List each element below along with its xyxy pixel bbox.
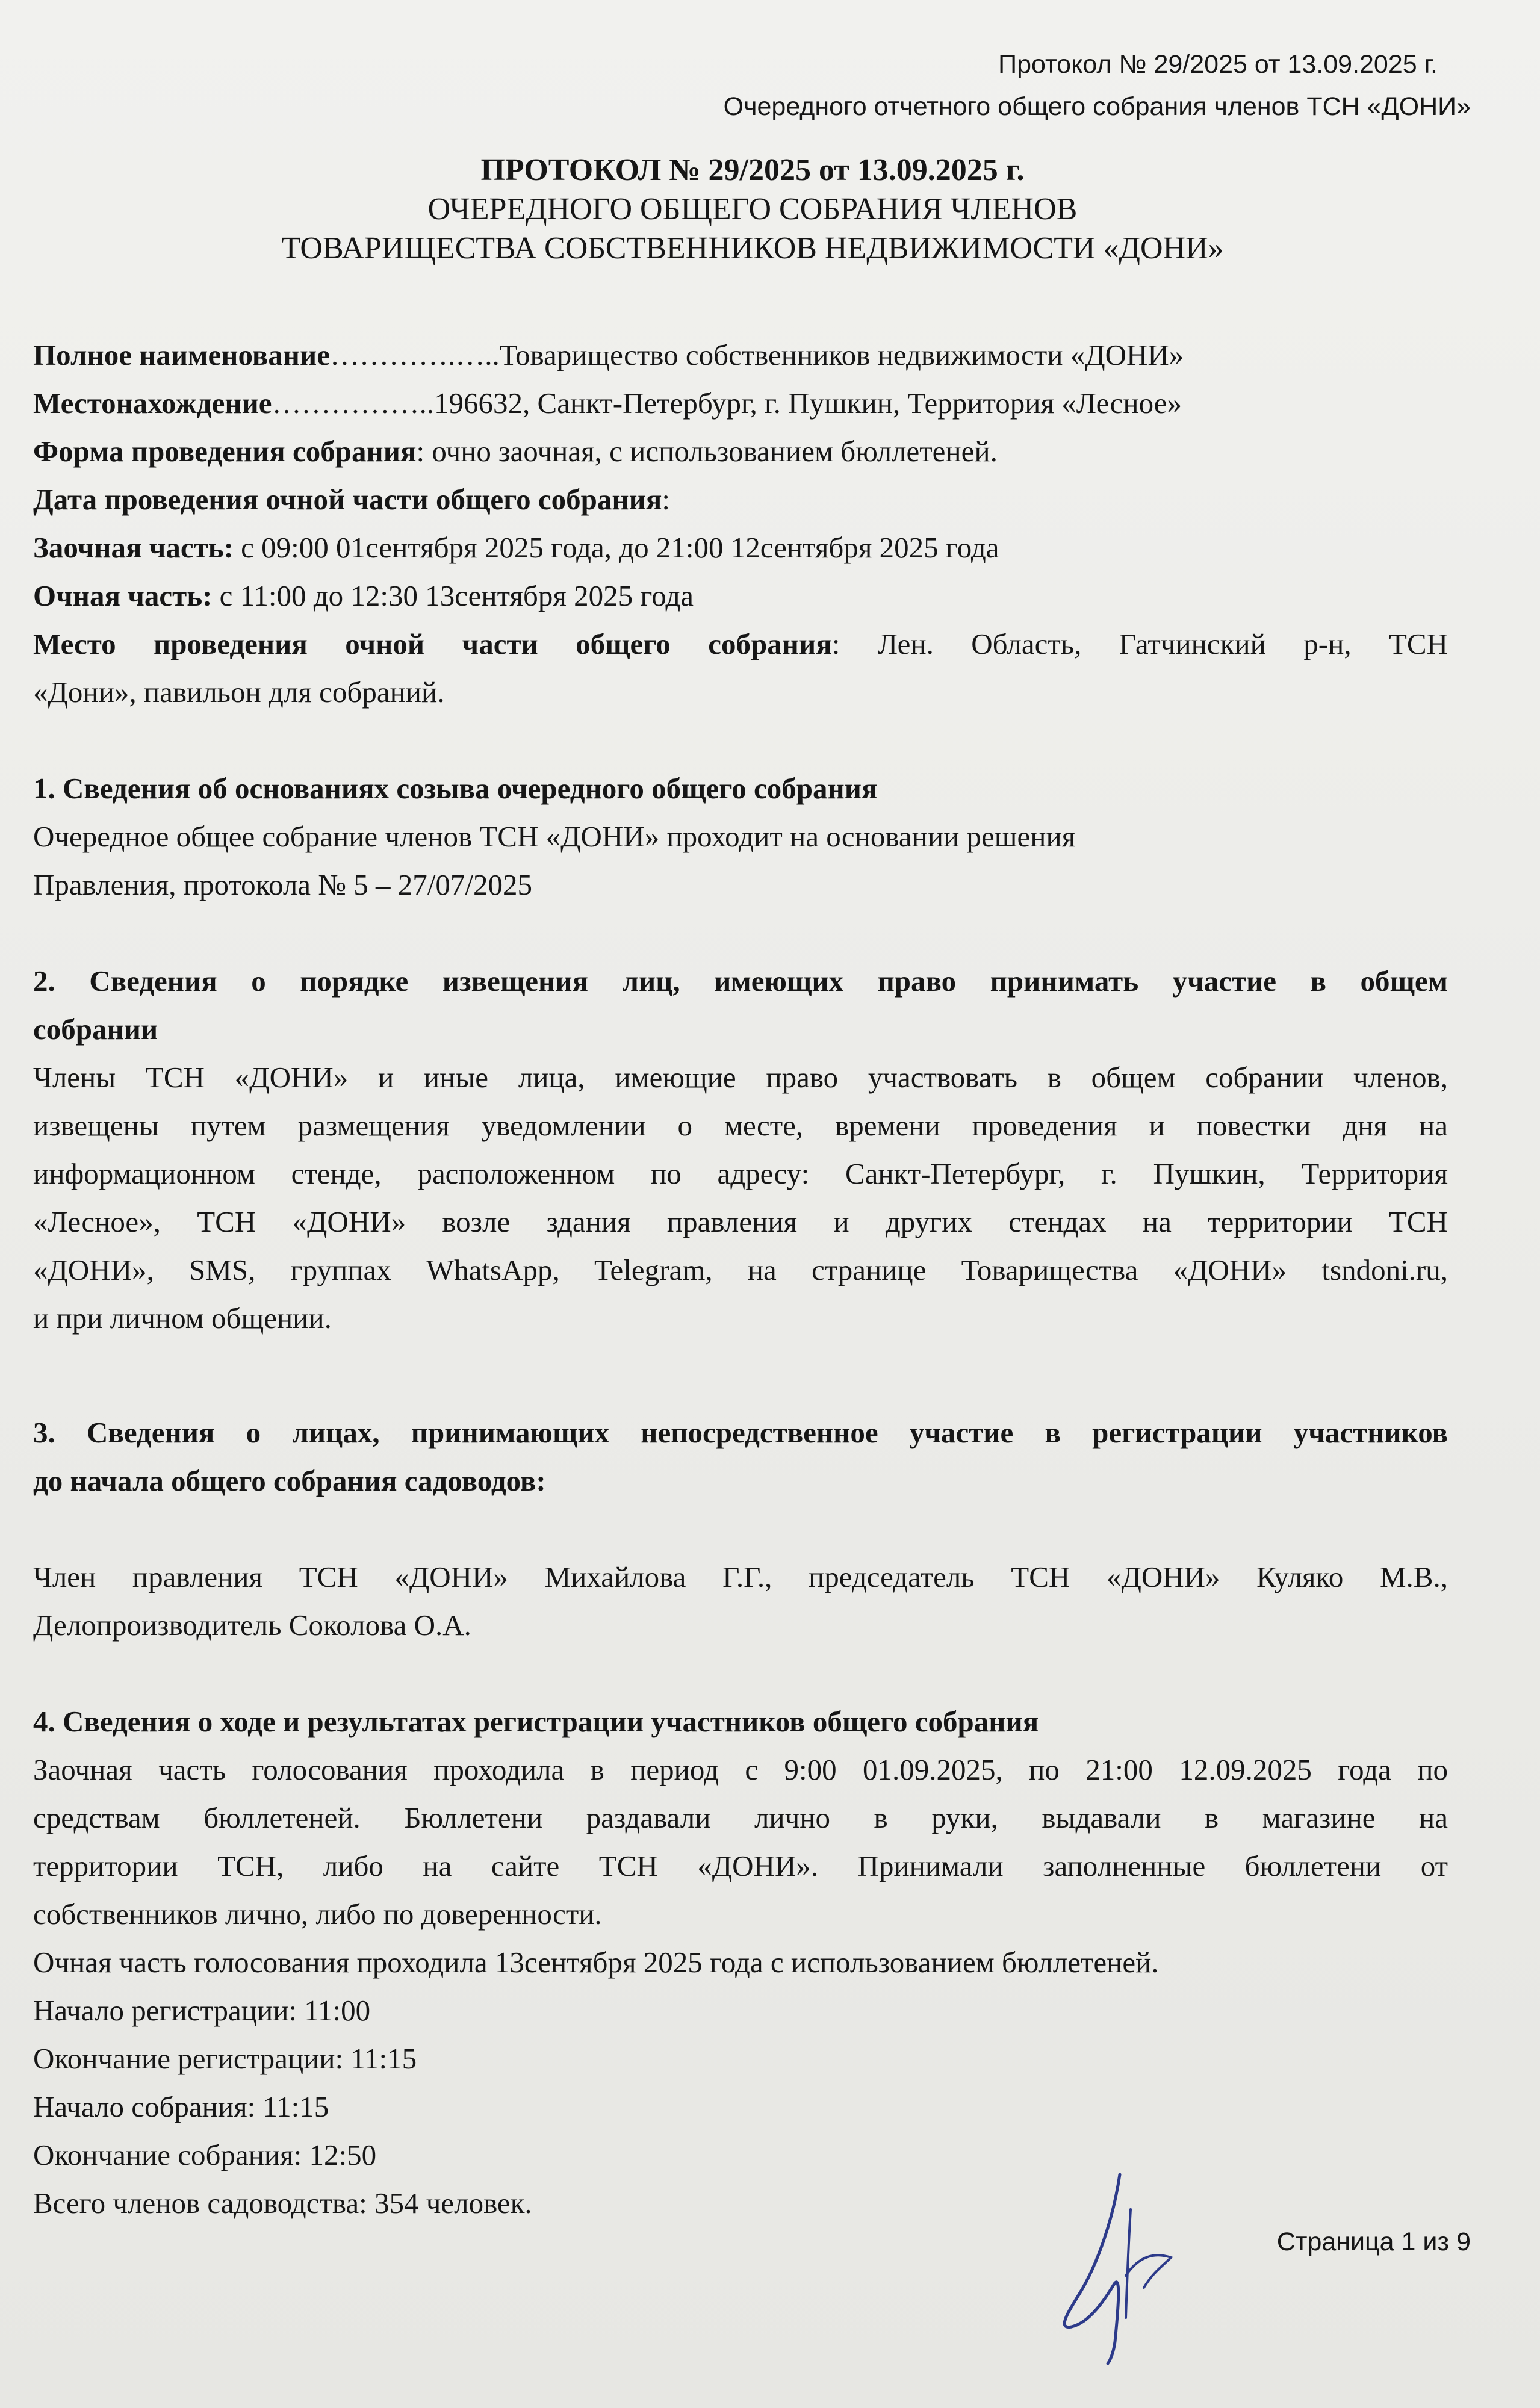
inperson-value: с 11:00 до 12:30 13сентября 2025 года	[212, 579, 694, 612]
form-value: : очно заочная, с использованием бюллетеней.	[416, 435, 998, 468]
document-title	[0, 150, 1505, 268]
place-value: : Лен. Область, Гатчинский р-н, ТСН	[831, 627, 1448, 660]
registration-start: Начало регистрации: 11:00	[33, 1994, 371, 2027]
title-meeting-type: ОЧЕРЕДНОГО ОБЩЕГО СОБРАНИЯ ЧЛЕНОВ	[427, 192, 1078, 226]
location-label: Местонахождение	[33, 386, 272, 420]
meeting-end: Окончание собрания: 12:50	[33, 2138, 377, 2171]
date-label: Дата проведения очной части общего собрания	[33, 483, 662, 516]
absentee-row	[33, 524, 1448, 572]
location-row	[33, 379, 1448, 427]
full-name-label: Полное наименование	[33, 338, 330, 371]
section-1-title: 1. Сведения об основаниях созыва очередного общего собрания	[33, 772, 878, 805]
place-label: Место проведения очной части общего собрания	[33, 627, 832, 660]
absentee-value: с 09:00 01сентября 2025 года, до 21:00 12сентября 2025 года	[233, 531, 999, 564]
form-row	[33, 427, 1448, 476]
section-4-title: 4. Сведения о ходе и результатах регистрации участников общего собрания	[33, 1705, 1039, 1738]
full-name-row	[33, 331, 1448, 379]
section-1-text-line: Правления, протокола № 5 – 27/07/2025	[33, 868, 533, 901]
section-4-text-line: собственников лично, либо по доверенности.	[33, 1898, 602, 1931]
section-2-text-line: Члены ТСН «ДОНИ» и иные лица, имеющие право участвовать в общем собрании членов,	[33, 1061, 1448, 1094]
inperson-label: Очная часть:	[33, 579, 213, 612]
section-2-text-line: извещены путем размещения уведомлении о месте, времени проведения и повестки дня на	[33, 1109, 1448, 1142]
signature-icon	[1048, 2167, 1186, 2366]
section-4-text-line: Заочная часть голосования проходила в период с 9:00 01.09.2025, по 21:00 12.09.2025 года по	[33, 1753, 1448, 1786]
section-2-text-line: информационном стенде, расположенном по адресу: Санкт-Петербург, г. Пушкин, Территория	[33, 1157, 1448, 1190]
title-organization: ТОВАРИЩЕСТВА СОБСТВЕННИКОВ НЕДВИЖИМОСТИ «ДОНИ»	[281, 231, 1224, 265]
running-header-meeting: Очередного отчетного общего собрания членов ТСН «ДОНИ»	[723, 92, 1471, 121]
section-3-title-continued: до начала общего собрания садоводов:	[33, 1464, 546, 1497]
section-2-text-line: «Лесное», ТСН «ДОНИ» возле здания правления и других стендах на территории ТСН	[33, 1205, 1448, 1238]
registration-end: Окончание регистрации: 11:15	[33, 2042, 417, 2075]
absentee-label: Заочная часть:	[33, 531, 234, 564]
running-header-protocol: Протокол № 29/2025 от 13.09.2025 г.	[998, 50, 1438, 79]
section-2-text-line: и при личном общении.	[33, 1302, 332, 1335]
place-row-continued: «Дони», павильон для собраний.	[33, 675, 445, 709]
title-protocol-number: ПРОТОКОЛ № 29/2025 от 13.09.2025 г.	[480, 153, 1025, 187]
place-row	[33, 620, 1448, 668]
page-number: Страница 1 из 9	[1276, 2227, 1471, 2256]
form-label: Форма проведения собрания	[33, 435, 417, 468]
document-body	[33, 331, 1448, 2227]
section-1-text-line: Очередное общее собрание членов ТСН «ДОНИ» проходит на основании решения	[33, 820, 1076, 853]
location-value: 196632, Санкт-Петербург, г. Пушкин, Территория «Лесное»	[434, 386, 1182, 420]
location-dots: ……………..	[272, 386, 435, 420]
section-3-title: 3. Сведения о лицах, принимающих непосредственное участие в регистрации участников	[33, 1416, 1448, 1449]
section-2-title-continued: собрании	[33, 1013, 158, 1046]
section-4-text-line: Очная часть голосования проходила 13сентября 2025 года с использованием бюллетеней.	[33, 1946, 1159, 1979]
full-name-dots: ………….…..	[329, 338, 500, 371]
date-colon: :	[662, 483, 670, 516]
section-2-text-line: «ДОНИ», SMS, группах WhatsApp, Telegram, на странице Товарищества «ДОНИ» tsndoni.ru,	[33, 1253, 1448, 1286]
section-3-text-line: Делопроизводитель Соколова О.А.	[33, 1609, 471, 1642]
section-3-text-line: Член правления ТСН «ДОНИ» Михайлова Г.Г., председатель ТСН «ДОНИ» Куляко М.В.,	[33, 1560, 1448, 1593]
section-2-title: 2. Сведения о порядке извещения лиц, имеющих право принимать участие в общем	[33, 964, 1448, 998]
inperson-row	[33, 572, 1448, 620]
running-header	[723, 43, 1471, 128]
section-4-text-line: территории ТСН, либо на сайте ТСН «ДОНИ». Принимали заполненные бюллетени от	[33, 1849, 1448, 1882]
total-members: Всего членов садоводства: 354 человек.	[33, 2186, 532, 2220]
full-name-value: Товарищество собственников недвижимости «ДОНИ»	[499, 338, 1184, 371]
section-4-text-line: средствам бюллетеней. Бюллетени раздавали лично в руки, выдавали в магазине на	[33, 1801, 1448, 1834]
meeting-start: Начало собрания: 11:15	[33, 2090, 329, 2123]
date-row	[33, 476, 1448, 524]
